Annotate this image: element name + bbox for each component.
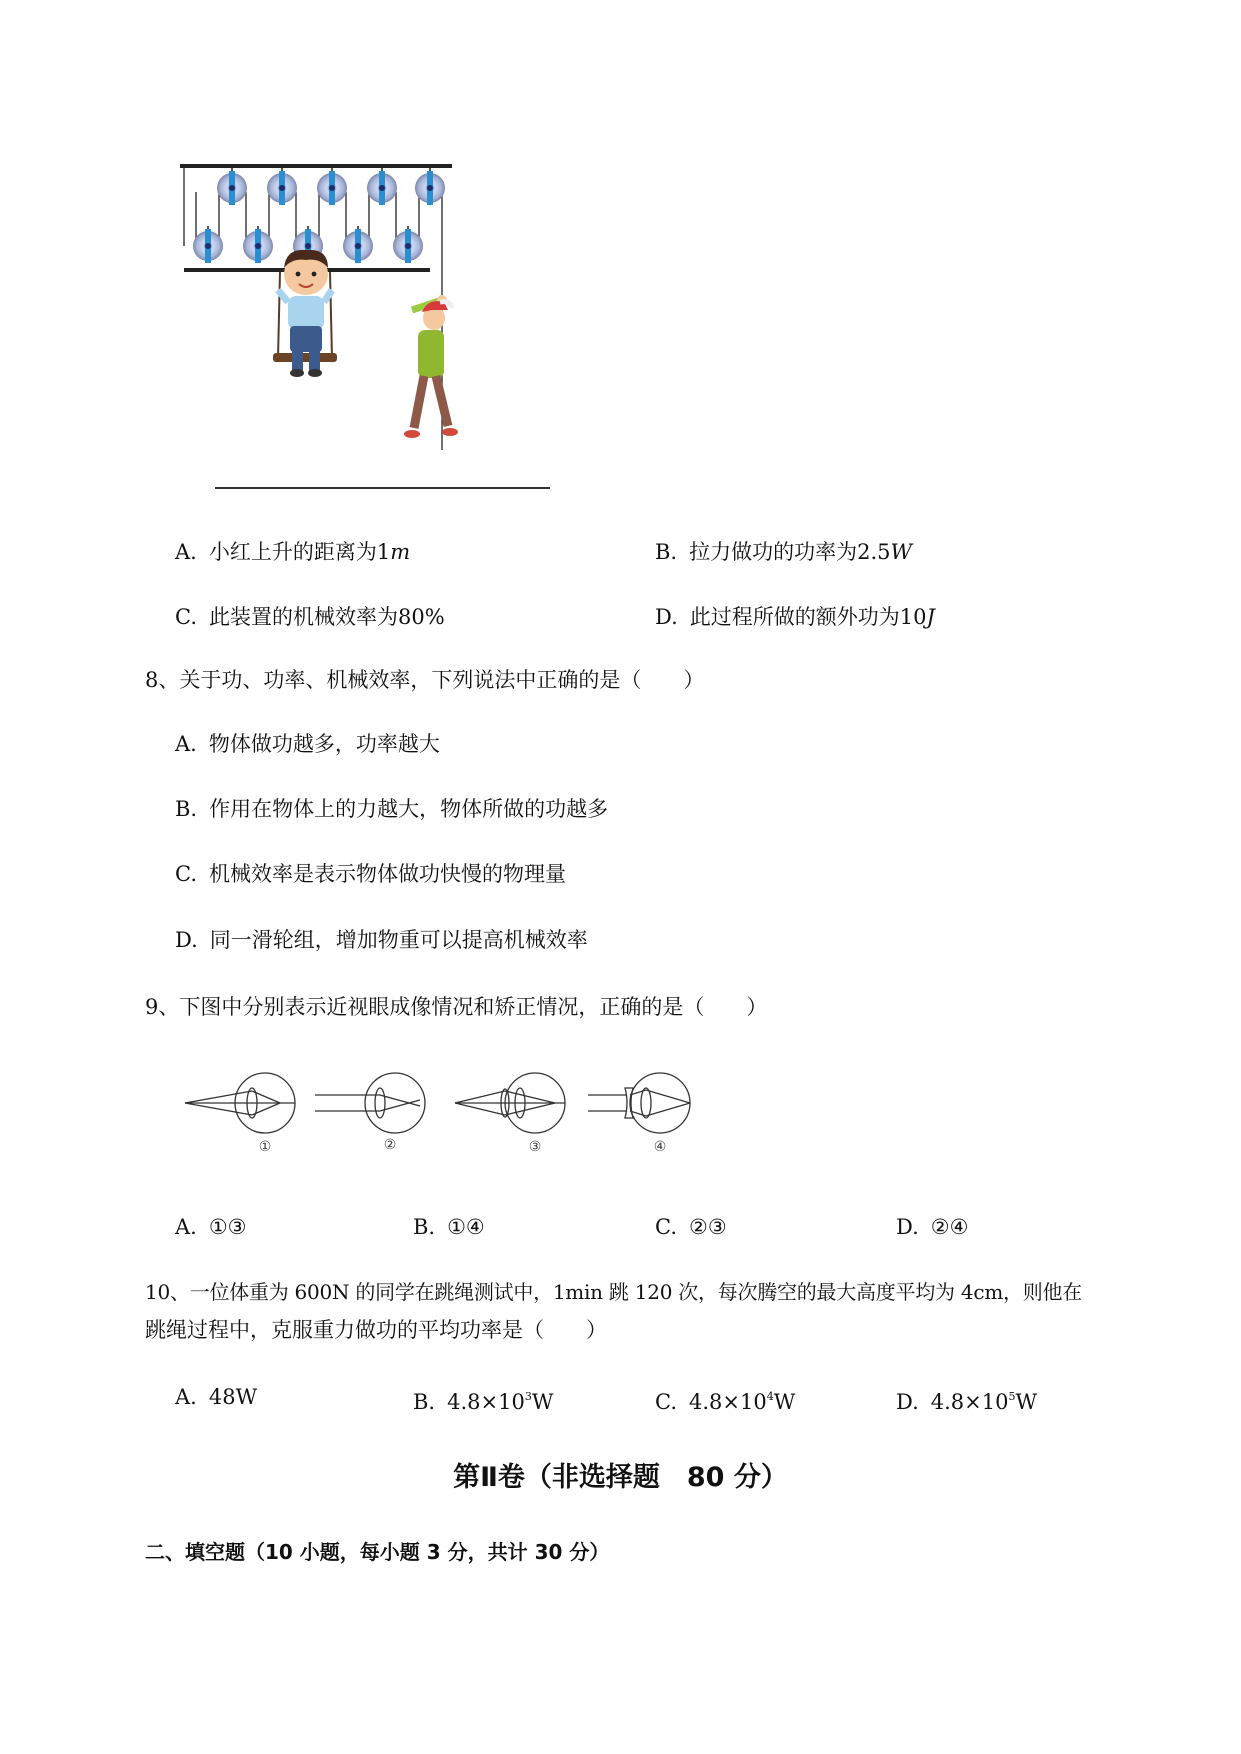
option-letter: A. [175, 1215, 197, 1239]
option-letter: C. [655, 1390, 677, 1414]
option-unit: W [773, 1390, 796, 1414]
option-letter: C. [655, 1215, 677, 1239]
option-exponent: 5 [1008, 1390, 1016, 1403]
eye-diagram-1 [185, 1073, 295, 1133]
part2-title: 第Ⅱ卷（非选择题 80 分） [453, 1462, 788, 1493]
q7-option-d[interactable] [655, 602, 935, 632]
q9-option-a[interactable] [175, 1212, 247, 1242]
eye-diagram-3 [455, 1073, 565, 1133]
option-letter: D. [896, 1215, 919, 1239]
eye-diagram-2 [315, 1073, 425, 1133]
option-letter: C. [175, 862, 197, 886]
option-text: ②③ [689, 1215, 727, 1239]
option-text: 此装置的机械效率为 [209, 605, 398, 629]
option-letter: A. [175, 1385, 197, 1409]
option-text: 同一滑轮组，增加物重可以提高机械效率 [209, 928, 588, 952]
option-letter: B. [413, 1215, 436, 1239]
pulley-system-figure [170, 150, 560, 495]
option-text: 48W [208, 1385, 258, 1409]
option-number: 2.5 [857, 540, 891, 564]
fixed-pulleys [217, 168, 445, 205]
option-letter: B. [175, 797, 198, 821]
option-number: 1 [376, 540, 391, 564]
eye-diagrams-figure [180, 1068, 710, 1158]
option-letter: D. [655, 605, 678, 629]
option-unit: W [531, 1390, 554, 1414]
option-text: 机械效率是表示物体做功快慢的物理量 [209, 862, 566, 886]
q9-option-c[interactable] [655, 1212, 727, 1242]
option-text: 4.8×10 [447, 1390, 525, 1414]
q8-option-d[interactable] [175, 925, 588, 955]
option-letter: A. [175, 732, 197, 756]
q10-option-d[interactable] [896, 1382, 1037, 1417]
q10-option-c[interactable] [655, 1382, 795, 1417]
figure-label-3: ③ [528, 1139, 542, 1155]
q7-option-a[interactable] [175, 537, 410, 567]
option-text: 4.8×10 [930, 1390, 1009, 1414]
option-letter: D. [175, 928, 198, 952]
option-unit: J [926, 605, 935, 629]
q7-option-b[interactable] [655, 537, 912, 567]
option-letter: C. [175, 605, 197, 629]
option-letter: B. [655, 540, 678, 564]
option-text: 作用在物体上的力越大，物体所做的功越多 [209, 797, 609, 821]
part2-subtitle: 二、填空题（10 小题，每小题 3 分，共计 30 分） [145, 1540, 610, 1564]
option-text: ①④ [447, 1215, 485, 1239]
option-text: 拉力做功的功率为 [689, 540, 858, 564]
option-letter: B. [413, 1390, 436, 1414]
q10-option-a[interactable] [175, 1382, 257, 1412]
option-exponent: 3 [524, 1390, 532, 1403]
option-letter: A. [175, 540, 197, 564]
q10-option-b[interactable] [413, 1382, 553, 1417]
figure-label-2: ② [383, 1137, 397, 1153]
q9-stem: 9、下图中分别表示近视眼成像情况和矫正情况，正确的是（ ） [145, 995, 768, 1019]
q7-option-c[interactable] [175, 602, 445, 632]
option-letter: D. [896, 1390, 919, 1414]
option-exponent: 4 [766, 1390, 774, 1403]
option-unit: m [390, 540, 411, 564]
option-text: 物体做功越多，功率越大 [208, 732, 440, 756]
option-text: ②④ [930, 1215, 969, 1239]
q10-stem-line2: 跳绳过程中，克服重力做功的平均功率是（ ） [145, 1318, 607, 1342]
option-unit: W [890, 540, 913, 564]
option-unit: W [1015, 1390, 1038, 1414]
option-text: 4.8×10 [689, 1390, 767, 1414]
option-number: 80% [398, 605, 445, 629]
option-number: 10 [899, 605, 927, 629]
q10-stem-line1: 10、一位体重为 600N 的同学在跳绳测试中，1min 跳 120 次，每次腾空的最大高度平均为 4cm，则他在 [145, 1280, 1083, 1304]
option-text: 此过程所做的额外功为 [689, 605, 900, 629]
q9-option-d[interactable] [896, 1212, 968, 1242]
option-text: ①③ [208, 1215, 247, 1239]
q9-option-b[interactable] [413, 1212, 485, 1242]
figure-label-1: ① [258, 1139, 272, 1155]
top-beam [180, 164, 452, 168]
q8-option-a[interactable] [175, 729, 440, 759]
option-text: 小红上升的距离为 [208, 540, 377, 564]
figure-label-4: ④ [653, 1139, 667, 1155]
eye-diagram-4 [588, 1073, 690, 1133]
q8-option-b[interactable] [175, 794, 608, 824]
q8-stem: 8、关于功、功率、机械效率，下列说法中正确的是（ ） [145, 668, 705, 692]
boy-pulling-rope [404, 295, 458, 438]
q8-option-c[interactable] [175, 859, 566, 889]
